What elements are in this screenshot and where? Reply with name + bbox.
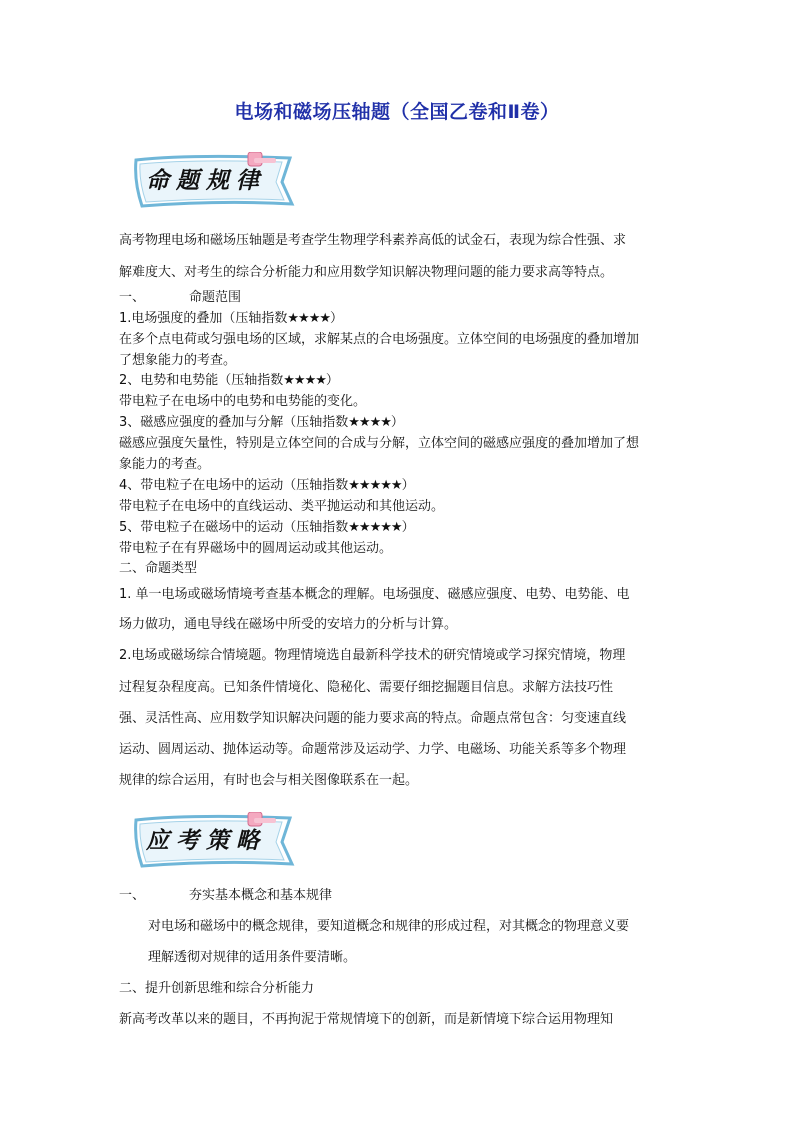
topic-text: 带电粒子在电场中的直线运动、类平抛运动和其他运动。 [119, 499, 445, 514]
topic-heading: 3、磁感应强度的叠加与分解（压轴指数★★★★） [119, 415, 404, 430]
type-text: 2.电场或磁场综合情境题。物理情境选自最新科学技术的研究情境或学习探究情境，物理 [119, 648, 626, 663]
star-rating: ★★★★★ [348, 478, 402, 493]
intro-line-2: 解难度大、对考生的综合分析能力和应用数学知识解决物理问题的能力要求高等特点。 [119, 265, 614, 280]
topic-text: 带电粒子在有界磁场中的圆周运动或其他运动。 [119, 541, 393, 556]
star-rating: ★★★★ [283, 373, 326, 388]
type-text: 场力做功，通电导线在磁场中所受的安培力的分析与计算。 [119, 617, 458, 632]
banner-strategy-text: 应考策略 [146, 827, 266, 854]
type-text: 规律的综合运用，有时也会与相关图像联系在一起。 [119, 773, 419, 788]
topic-text: 在多个点电荷或匀强电场的区域，求解某点的合电场强度。立体空间的电场强度的叠加增加 [119, 332, 640, 347]
section-types-heading: 二、命题类型 [119, 561, 198, 576]
topic-text: 象能力的考查。 [119, 457, 211, 472]
topic-heading: 2、电势和电势能（压轴指数★★★★） [119, 373, 339, 388]
banner-rules [132, 152, 302, 210]
strategy-text: 对电场和磁场中的概念规律，要知道概念和规律的形成过程，对其概念的物理意义要 [148, 919, 630, 934]
topic-heading: 1.电场强度的叠加（压轴指数★★★★） [119, 311, 344, 326]
section-scope-heading [119, 286, 241, 305]
strategy-text: 新高考改革以来的题目，不再拘泥于常规情境下的创新，而是新情境下综合运用物理知 [119, 1012, 614, 1027]
strategy-heading-2: 二、提升创新思维和综合分析能力 [119, 981, 315, 996]
topic-heading: 5、带电粒子在磁场中的运动（压轴指数★★★★★） [119, 520, 415, 535]
star-rating: ★★★★ [287, 311, 331, 326]
topic-text: 磁感应强度矢量性，特别是立体空间的合成与分解，立体空间的磁感应强度的叠加增加了想 [119, 436, 640, 451]
strategy-text: 理解透彻对规律的适用条件要清晰。 [148, 950, 357, 965]
section-scope-label: 命题范围 [189, 290, 242, 305]
strategy-heading-1: 一、 夯实基本概念和基本规律 [119, 888, 333, 903]
page-title: 电场和磁场压轴题（全国乙卷和Ⅱ卷） [234, 101, 560, 123]
type-text: 运动、圆周运动、抛体运动等。命题常涉及运动学、力学、电磁场、功能关系等多个物理 [119, 742, 627, 757]
banner-rules-text: 命题规律 [146, 167, 266, 194]
type-text: 过程复杂程度高。已知条件情境化、隐秘化、需要仔细挖掘题目信息。求解方法技巧性 [119, 680, 614, 695]
banner-strategy [132, 812, 302, 870]
topic-heading: 4、带电粒子在电场中的运动（压轴指数★★★★★） [119, 478, 415, 493]
star-rating: ★★★★★ [348, 520, 402, 535]
intro-line-1: 高考物理电场和磁场压轴题是考查学生物理学科素养高低的试金石，表现为综合性强、求 [119, 233, 627, 248]
topic-text: 了想象能力的考查。 [119, 353, 237, 368]
section-scope-number: 一、 [119, 290, 146, 305]
star-rating: ★★★★ [348, 415, 391, 430]
type-text: 1. 单一电场或磁场情境考查基本概念的理解。电场强度、磁感应强度、电势、电势能、电 [119, 587, 630, 602]
type-text: 强、灵活性高、应用数学知识解决问题的能力要求高的特点。命题点常包含：匀变速直线 [119, 711, 627, 726]
topic-text: 带电粒子在电场中的电势和电势能的变化。 [119, 394, 367, 409]
